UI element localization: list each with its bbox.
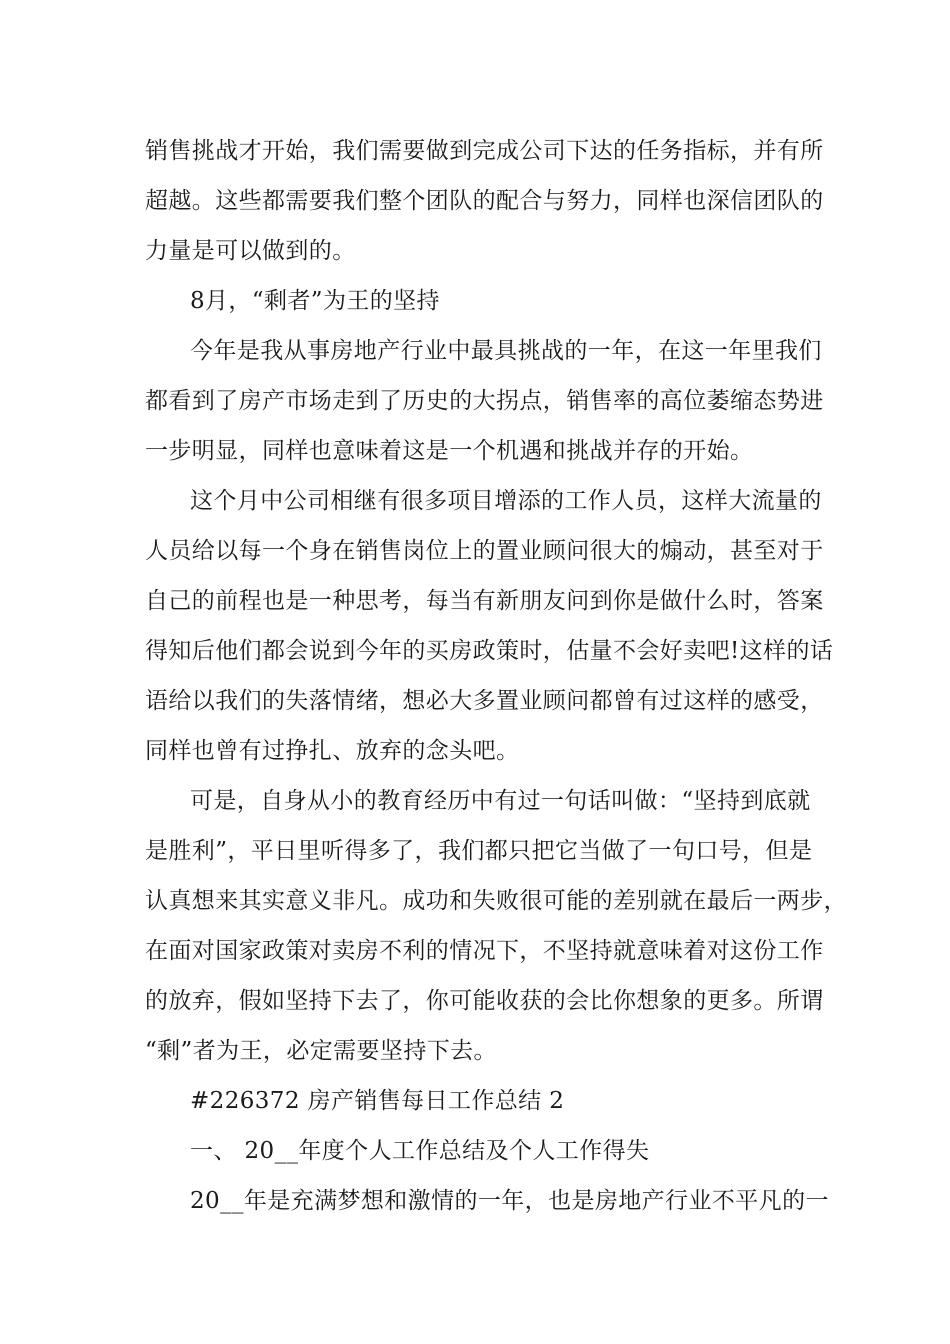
paragraph-line: 今年是我从事房地产行业中最具挑战的一年，在这一年里我们 bbox=[190, 338, 822, 364]
paragraph-line: “剩”者为王，必定需要坚持下去。 bbox=[145, 1038, 497, 1064]
paragraph-line: 认真想来其实意义非凡。成功和失败很可能的差别就在最后一两步， bbox=[145, 888, 847, 914]
paragraph-line: 超越。这些都需要我们整个团队的配合与努力，同样也深信团队的 bbox=[145, 188, 824, 214]
paragraph-line: 同样也曾有过挣扎、放弃的念头吧。 bbox=[145, 738, 520, 764]
paragraph-line: 一步明显，同样也意味着这是一个机遇和挑战并存的开始。 bbox=[145, 438, 754, 464]
paragraph-line: 在面对国家政策对卖房不利的情况下，不坚持就意味着对这份工作 bbox=[145, 938, 824, 964]
paragraph-line: 人员给以每一个身在销售岗位上的置业顾问很大的煽动，甚至对于 bbox=[145, 538, 824, 564]
paragraph-line: 语给以我们的失落情绪，想必大多置业顾问都曾有过这样的感受， bbox=[145, 688, 824, 714]
paragraph-line: 20__年是充满梦想和激情的一年，也是房地产行业不平凡的一 bbox=[190, 1188, 829, 1214]
paragraph-line: 都看到了房产市场走到了历史的大拐点，销售率的高位萎缩态势进 bbox=[145, 388, 824, 414]
paragraph-line: 是胜利”，平日里听得多了，我们都只把它当做了一句口号，但是 bbox=[145, 838, 813, 864]
section-heading: 一、 20__年度个人工作总结及个人工作得失 bbox=[190, 1138, 650, 1164]
paragraph-line: 销售挑战才开始，我们需要做到完成公司下达的任务指标，并有所 bbox=[145, 138, 824, 164]
paragraph-line: 得知后他们都会说到今年的买房政策时，估量不会好卖吧!这样的话 bbox=[145, 638, 834, 664]
document-heading: #226372 房产销售每日工作总结 2 bbox=[190, 1088, 565, 1114]
section-heading: 8月，“剩者”为王的坚持 bbox=[190, 288, 440, 314]
paragraph-line: 的放弃，假如坚持下去了，你可能收获的会比你想象的更多。所谓 bbox=[145, 988, 824, 1014]
paragraph-line: 可是，自身从小的教育经历中有过一句话叫做：“坚持到底就 bbox=[190, 788, 811, 814]
paragraph-line: 力量是可以做到的。 bbox=[145, 238, 356, 264]
paragraph-line: 这个月中公司相继有很多项目增添的工作人员，这样大流量的 bbox=[190, 488, 822, 514]
paragraph-line: 自己的前程也是一种思考，每当有新朋友问到你是做什么时，答案 bbox=[145, 588, 824, 614]
